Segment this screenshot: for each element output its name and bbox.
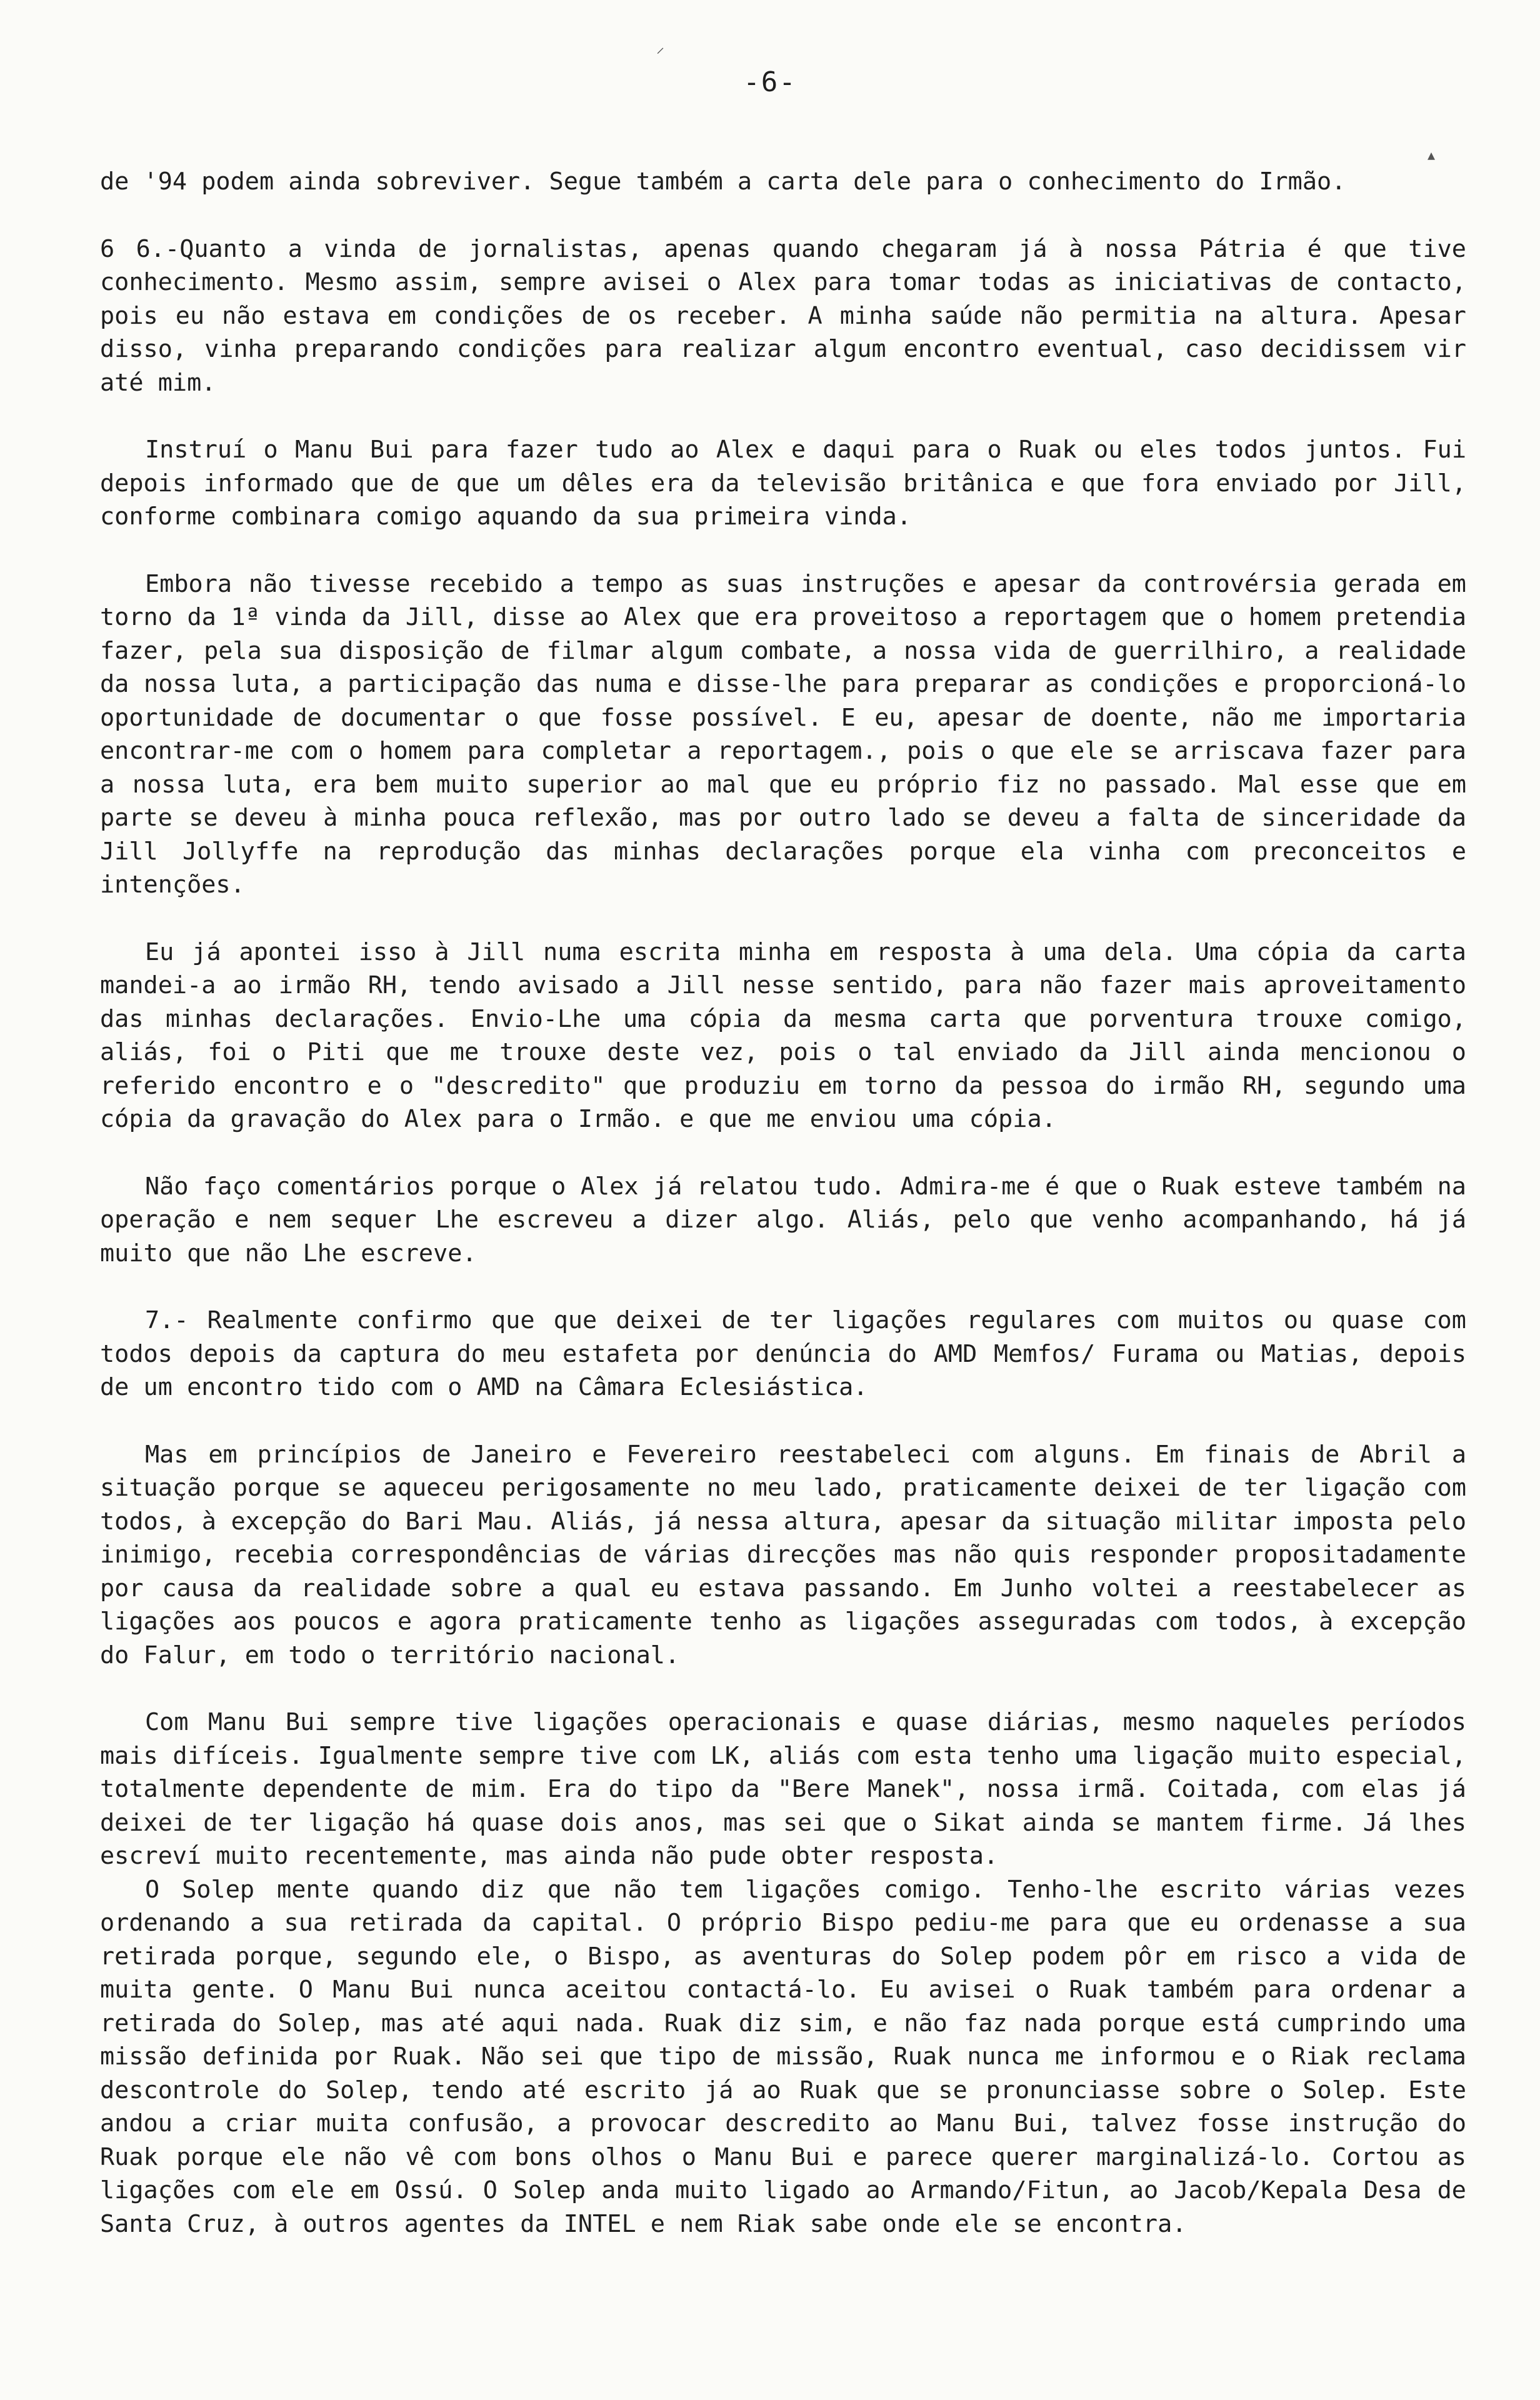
pen-mark: ⸝ xyxy=(656,38,665,57)
paragraph-section-6: 6 6.-Quanto a vinda de jornalistas, apenas quando chegaram já à nossa Pátria é que tive conhecimento. Mesmo assim, sempre avisei o Alex para tomar todas as iniciativas de contacto, pois eu não estava em condições de os receber. A minha saúde não permitia na altura. Apesar disso, vinha preparando condições para realizar algum encontro eventual, caso decidissem vir até mim. xyxy=(100,234,1466,397)
paragraph-solep: O Solep mente quando diz que não tem ligações comigo. Tenho-lhe escrito várias vezes ordenando a sua retirada da capital. O próprio Bispo pediu-me para que eu ordenasse a sua retirada porque, segundo ele, o Bispo, as aventuras do Solep podem pôr em risco a vida de muita gente. O Manu Bui nunca aceitou contactá-lo. Eu avisei o Ruak também para ordenar a retirada do Solep, mas até aqui nada. Ruak diz sim, e não faz nada porque está cumprindo uma missão definida por Ruak. Não sei que tipo de missão, Ruak nunca me informou e o Riak reclama descontrole do Solep, tendo até escrito já ao Ruak que se pronunciasse sobre o Solep. Este andou a criar muita confusão, a provocar descredito ao Manu Bui, talvez fosse instrução do Ruak porque ele não vê com bons olhos o Manu Bui e parece querer marginalizá-lo. Cortou as ligações com ele em Ossú. O Solep anda muito ligado ao Armando/Fitun, ao Jacob/Kepala Desa de Santa Cruz, à outros agentes da INTEL e nem Riak sabe onde ele se encontra. xyxy=(100,1875,1466,2238)
page-number: -6- xyxy=(743,66,797,98)
paragraph-section-7: 7.- Realmente confirmo que que deixei de ter ligações regulares com muitos ou quase com todos depois da captura do meu estafeta por denúncia do AMD Memfos/ Furama ou Matias, depois de um encontro tido com o AMD na Câmara Eclesiástica. xyxy=(100,1306,1466,1401)
paragraph-jill-reportage: Embora não tivesse recebido a tempo as suas instruções e apesar da controvérsia gerada em torno da 1ª vinda da Jill, disse ao Alex que era proveitoso a reportagem que o homem pretendia fazer, pela sua disposição de filmar algum combate, a nossa vida de guerrilhiro, a realidade da nossa luta, a participação das numa e disse-lhe para preparar as condições e proporcioná-lo oportunidade de documentar o que fosse possível. E eu, apesar de doente, não me importaria encontrar-me com o homem para completar a reportagem., pois o que ele se arriscava fazer para a nossa luta, era bem muito superior ao mal que eu próprio fiz no passado. Mal esse que em parte se deveu à minha pouca reflexão, mas por outro lado se deveu a falta de sinceridade da Jill Jollyffe na reprodução das minhas declarações porque ela vinha com preconceitos e intenções. xyxy=(100,569,1466,899)
document-body xyxy=(100,165,1466,2241)
paragraph-intro-line: de '94 podem ainda sobreviver. Segue também a carta dele para o conhecimento do Irmão. xyxy=(100,168,1346,196)
paragraph-letter-copy: Eu já apontei isso à Jill numa escrita minha em resposta à uma dela. Uma cópia da carta mandei-a ao irmão RH, tendo avisado a Jill nesse sentido, para não fazer mais aproveitamento das minhas declarações. Envio-Lhe uma cópia da mesma carta que porventura trouxe comigo, aliás, foi o Piti que me trouxe deste vez, pois o tal enviado da Jill ainda mencionou o referido encontro e o "descredito" que produziu em torno da pessoa do irmão RH, segundo uma cópia da gravação do Alex para o Irmão. e que me enviou uma cópia. xyxy=(100,938,1466,1133)
paragraph-manu-bui-instruction: Instruí o Manu Bui para fazer tudo ao Alex e daqui para o Ruak ou eles todos juntos. Fui depois informado que de que um dêles era da televisão britânica e que fora enviado por Jill, conforme combinara comigo aquando da sua primeira vinda. xyxy=(100,436,1466,531)
caret-mark: ▲ xyxy=(1428,148,1436,162)
paragraph-no-comments: Não faço comentários porque o Alex já relatou tudo. Admira-me é que o Ruak esteve também na operação e nem sequer Lhe escreveu a dizer algo. Aliás, pelo que venho acompanhando, há já muito que não Lhe escreve. xyxy=(100,1172,1466,1268)
paragraph-reestablished-links: Mas em princípios de Janeiro e Fevereiro reestabeleci com alguns. Em finais de Abril a situação porque se aqueceu perigosamente no meu lado, praticamente deixei de ter ligação com todos, à excepção do Bari Mau. Aliás, já nessa altura, apesar da situação militar imposta pelo inimigo, recebia correspondências de várias direcções mas não quis responder propositadamente por causa da realidade sobre a qual eu estava passando. Em Junho voltei a reestabelecer as ligações aos poucos e agora praticamente tenho as ligações asseguradas com todos, à excepção do Falur, em todo o território nacional. xyxy=(100,1440,1466,1669)
paragraph-manu-bui-links: Com Manu Bui sempre tive ligações operacionais e quase diárias, mesmo naqueles períodos mais difíceis. Igualmente sempre tive com LK, aliás com esta tenho uma ligação muito especial, totalmente dependente de mim. Era do tipo da "Bere Manek", nossa irmã. Coitada, com elas já deixei de ter ligação há quase dois anos, mas sei que o Sikat ainda se mantem firme. Já lhes escreví muito recentemente, mas ainda não pude obter resposta. xyxy=(100,1708,1466,1870)
